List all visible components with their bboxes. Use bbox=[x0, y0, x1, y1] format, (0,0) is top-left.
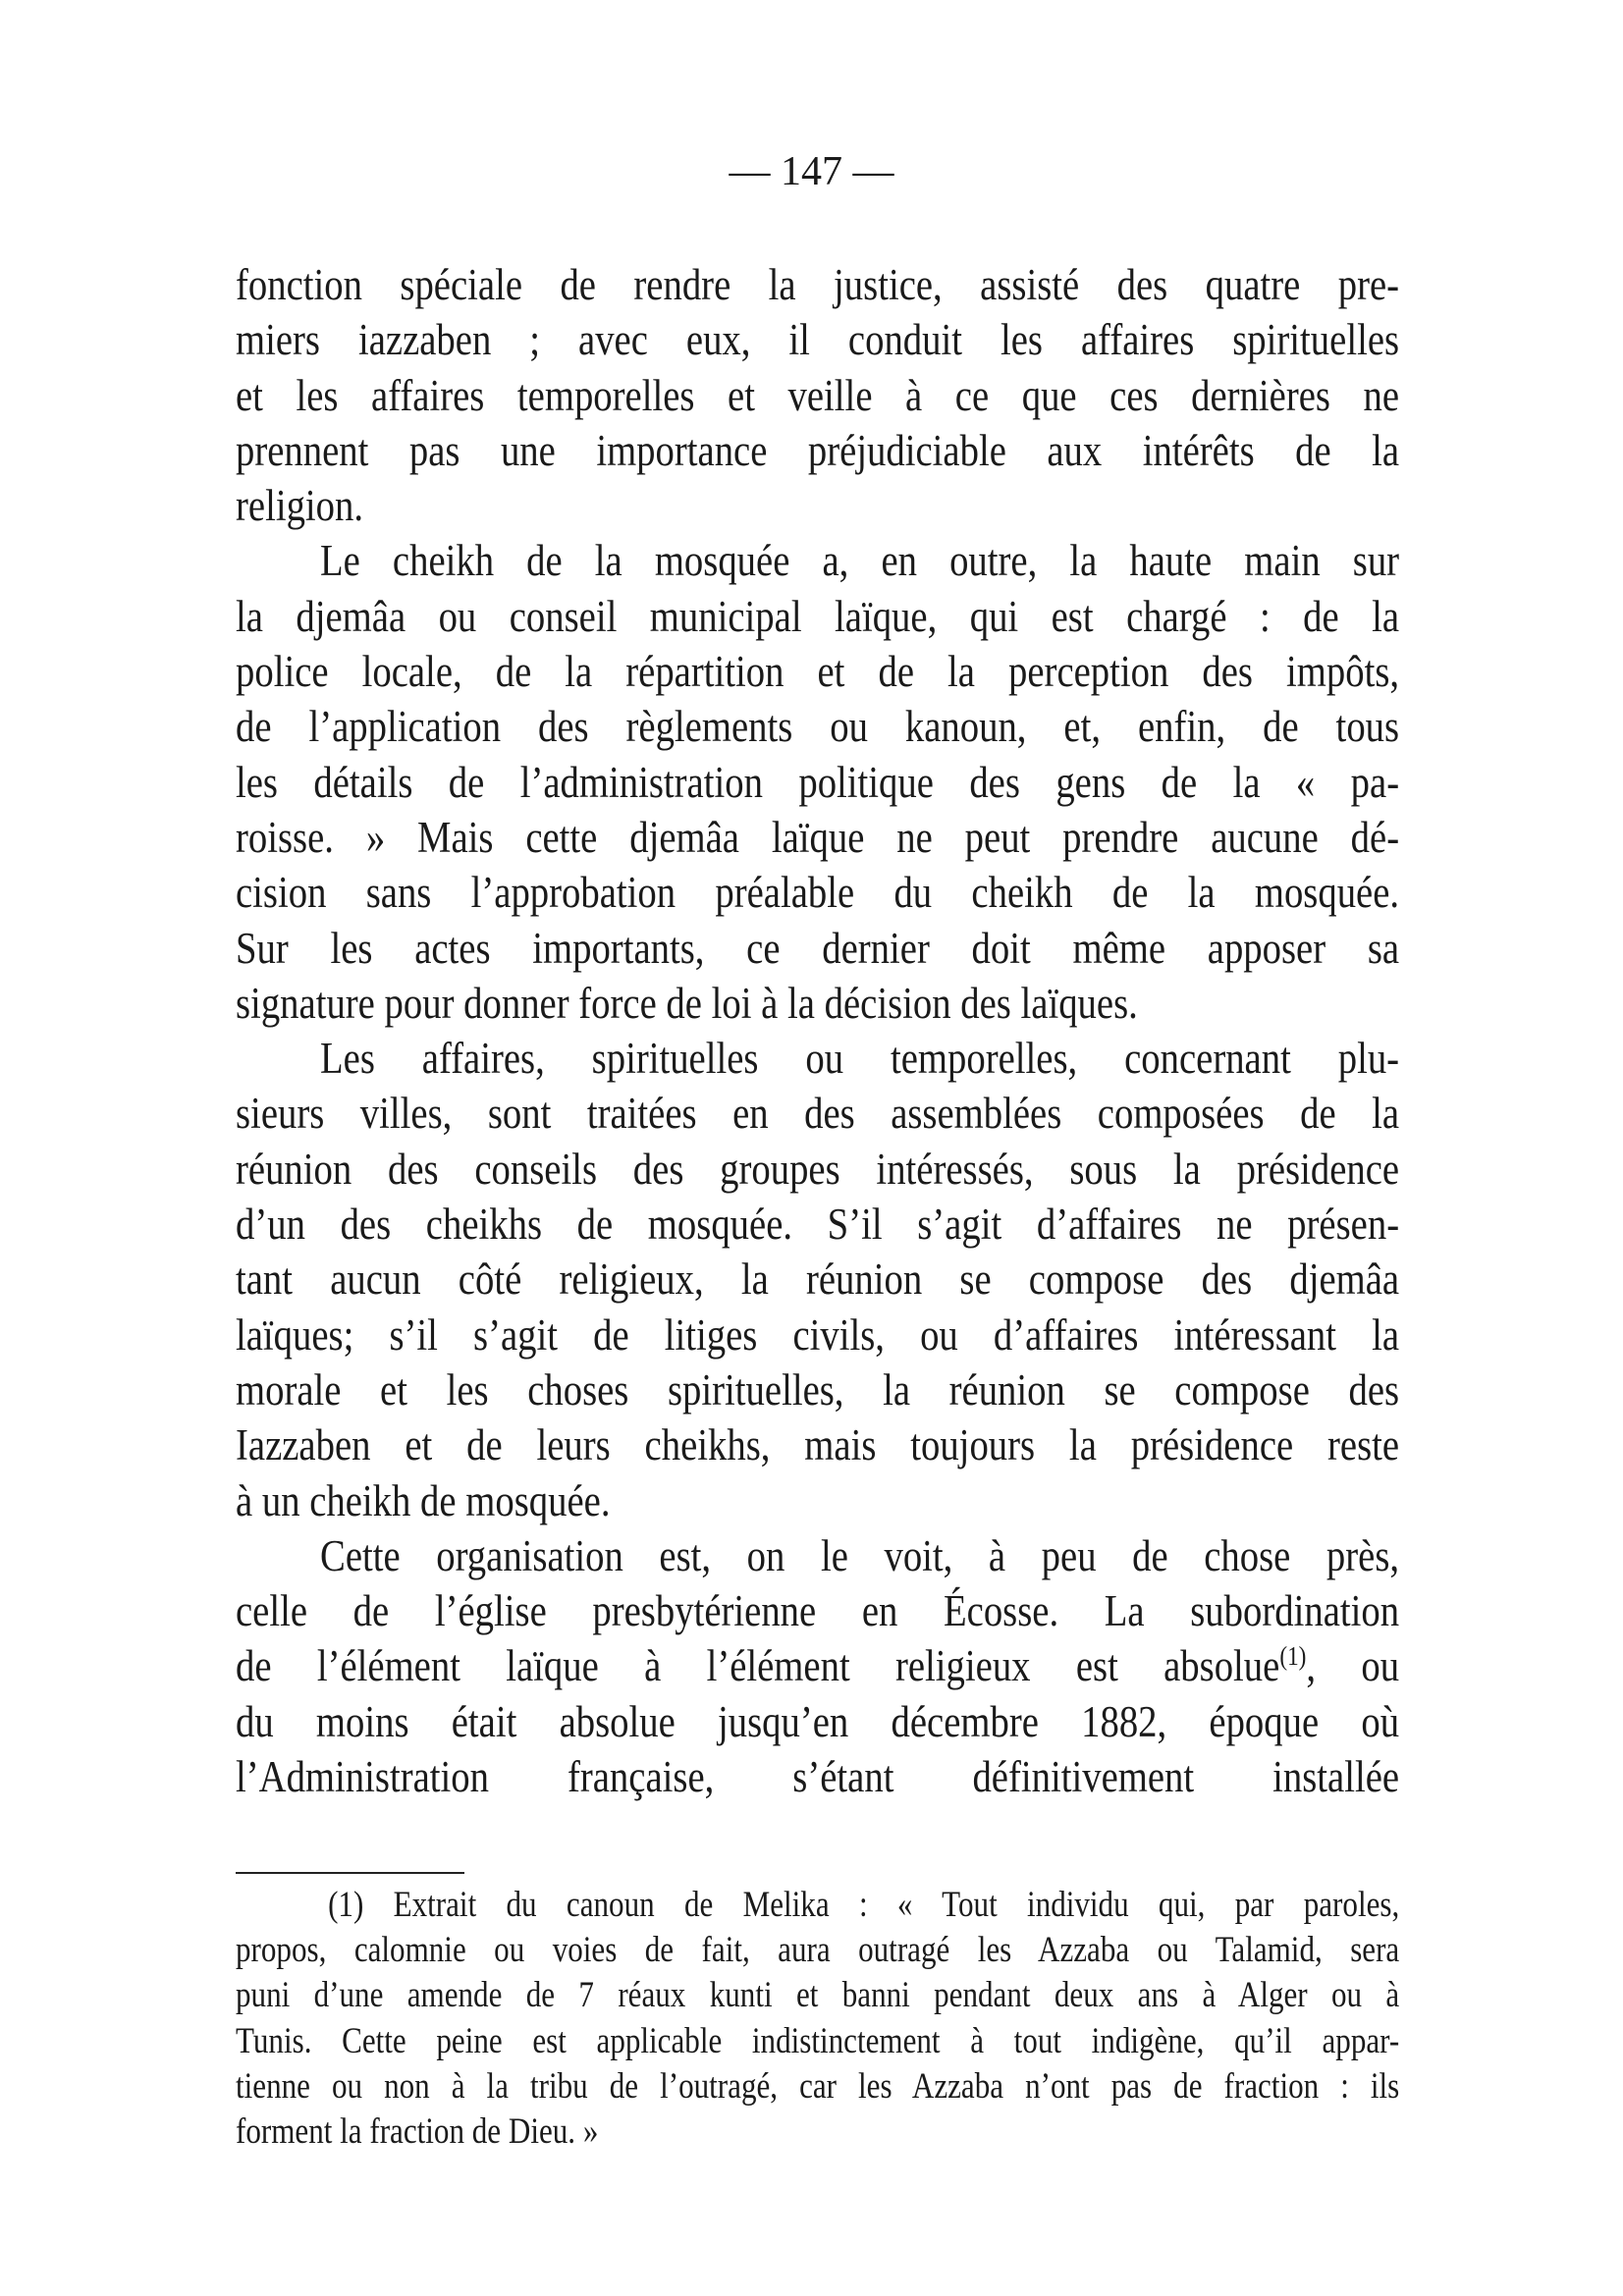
text-line: à un cheikh de mosquée. bbox=[236, 1475, 611, 1525]
footnote-divider bbox=[236, 1872, 464, 1874]
page-number: — 147 — bbox=[729, 149, 894, 194]
text-line: celle de l’église presbytérienne en Écosse. La subordination bbox=[236, 1586, 1400, 1636]
text-line: religion. bbox=[236, 481, 364, 531]
text-line: miers iazzaben ; avec eux, il conduit les affaires spirituelles bbox=[236, 315, 1400, 365]
text-line: laïques; s’il s’agit de litiges civils, ou d’affaires intéressant la bbox=[236, 1309, 1400, 1360]
text-line: sieurs villes, sont traitées en des assemblées composées de la bbox=[236, 1089, 1400, 1139]
footnote-reference[interactable]: (1) bbox=[1279, 1641, 1307, 1672]
footnotes bbox=[236, 1883, 1399, 2155]
text-line: et les affaires temporelles et veille à ce que ces dernières ne bbox=[236, 370, 1400, 420]
text-line: du moins était absolue jusqu’en décembre 1882, époque où bbox=[236, 1696, 1400, 1746]
text-line: de l’application des règlements ou kanoun, et, enfin, de tous bbox=[236, 702, 1400, 752]
footnote-line: (1) Extrait du canoun de Melika : « Tout individu qui, par paroles, bbox=[328, 1885, 1400, 1925]
footnote bbox=[236, 1883, 1399, 2155]
paragraph bbox=[236, 257, 1399, 533]
paragraph bbox=[236, 1528, 1399, 1804]
text-line: réunion des conseils des groupes intéressés, sous la présidence bbox=[236, 1144, 1400, 1194]
text-segment: , ou bbox=[1306, 1641, 1400, 1691]
text-line: morale et les choses spirituelles, la réunion se compose des bbox=[236, 1364, 1400, 1415]
text-line: roisse. » Mais cette djemâa laïque ne peut prendre aucune dé- bbox=[236, 812, 1400, 862]
footnote-line: tienne ou non à la tribu de l’outragé, car les Azzaba n’ont pas de fraction : ils bbox=[236, 2065, 1400, 2107]
text-line: prennent pas une importance préjudiciable aux intérêts de la bbox=[236, 425, 1400, 475]
footnote-line: Tunis. Cette peine est applicable indistinctement à tout indigène, qu’il appar- bbox=[236, 2020, 1400, 2061]
text-line: l’Administration française, s’étant définitivement installée bbox=[236, 1752, 1400, 1802]
text-line: Le cheikh de la mosquée a, en outre, la haute main sur bbox=[320, 536, 1400, 586]
text-line: la djemâa ou conseil municipal laïque, qui est chargé : de la bbox=[236, 591, 1400, 641]
footnote-line: forment la fraction de Dieu. » bbox=[236, 2110, 599, 2152]
footnote-line: puni d’une amende de 7 réaux kunti et banni pendant deux ans à Alger ou à bbox=[236, 1975, 1400, 2016]
text-segment: de l’élément laïque à l’élément religieux est absolue bbox=[236, 1641, 1280, 1691]
text-line: signature pour donner force de loi à la décision des laïques. bbox=[236, 978, 1138, 1028]
text-line: d’un des cheikhs de mosquée. S’il s’agit d’affaires ne présen- bbox=[236, 1200, 1400, 1250]
text-line: Cette organisation est, on le voit, à peu de chose près, bbox=[320, 1530, 1400, 1580]
text-line: les détails de l’administration politique des gens de la « pa- bbox=[236, 757, 1400, 807]
text-line: Sur les actes importants, ce dernier doit même apposer sa bbox=[236, 923, 1400, 973]
text-line: tant aucun côté religieux, la réunion se compose des djemâa bbox=[236, 1255, 1400, 1305]
paragraph bbox=[236, 533, 1399, 1031]
text-line: Les affaires, spirituelles ou temporelles, concernant plu- bbox=[320, 1034, 1400, 1084]
text-line: police locale, de la répartition et de la perception des impôts, bbox=[236, 647, 1400, 697]
footnote-line: propos, calomnie ou voies de fait, aura outragé les Azzaba ou Talamid, sera bbox=[236, 1930, 1400, 1971]
paragraph bbox=[236, 1031, 1399, 1528]
text-line: fonction spéciale de rendre la justice, assisté des quatre pre- bbox=[236, 260, 1400, 309]
text-line: cision sans l’approbation préalable du cheikh de la mosquée. bbox=[236, 868, 1400, 918]
text-line bbox=[236, 1638, 1399, 1693]
text-line: Iazzaben et de leurs cheikhs, mais toujours la présidence reste bbox=[236, 1420, 1400, 1470]
body-text bbox=[236, 257, 1399, 1804]
